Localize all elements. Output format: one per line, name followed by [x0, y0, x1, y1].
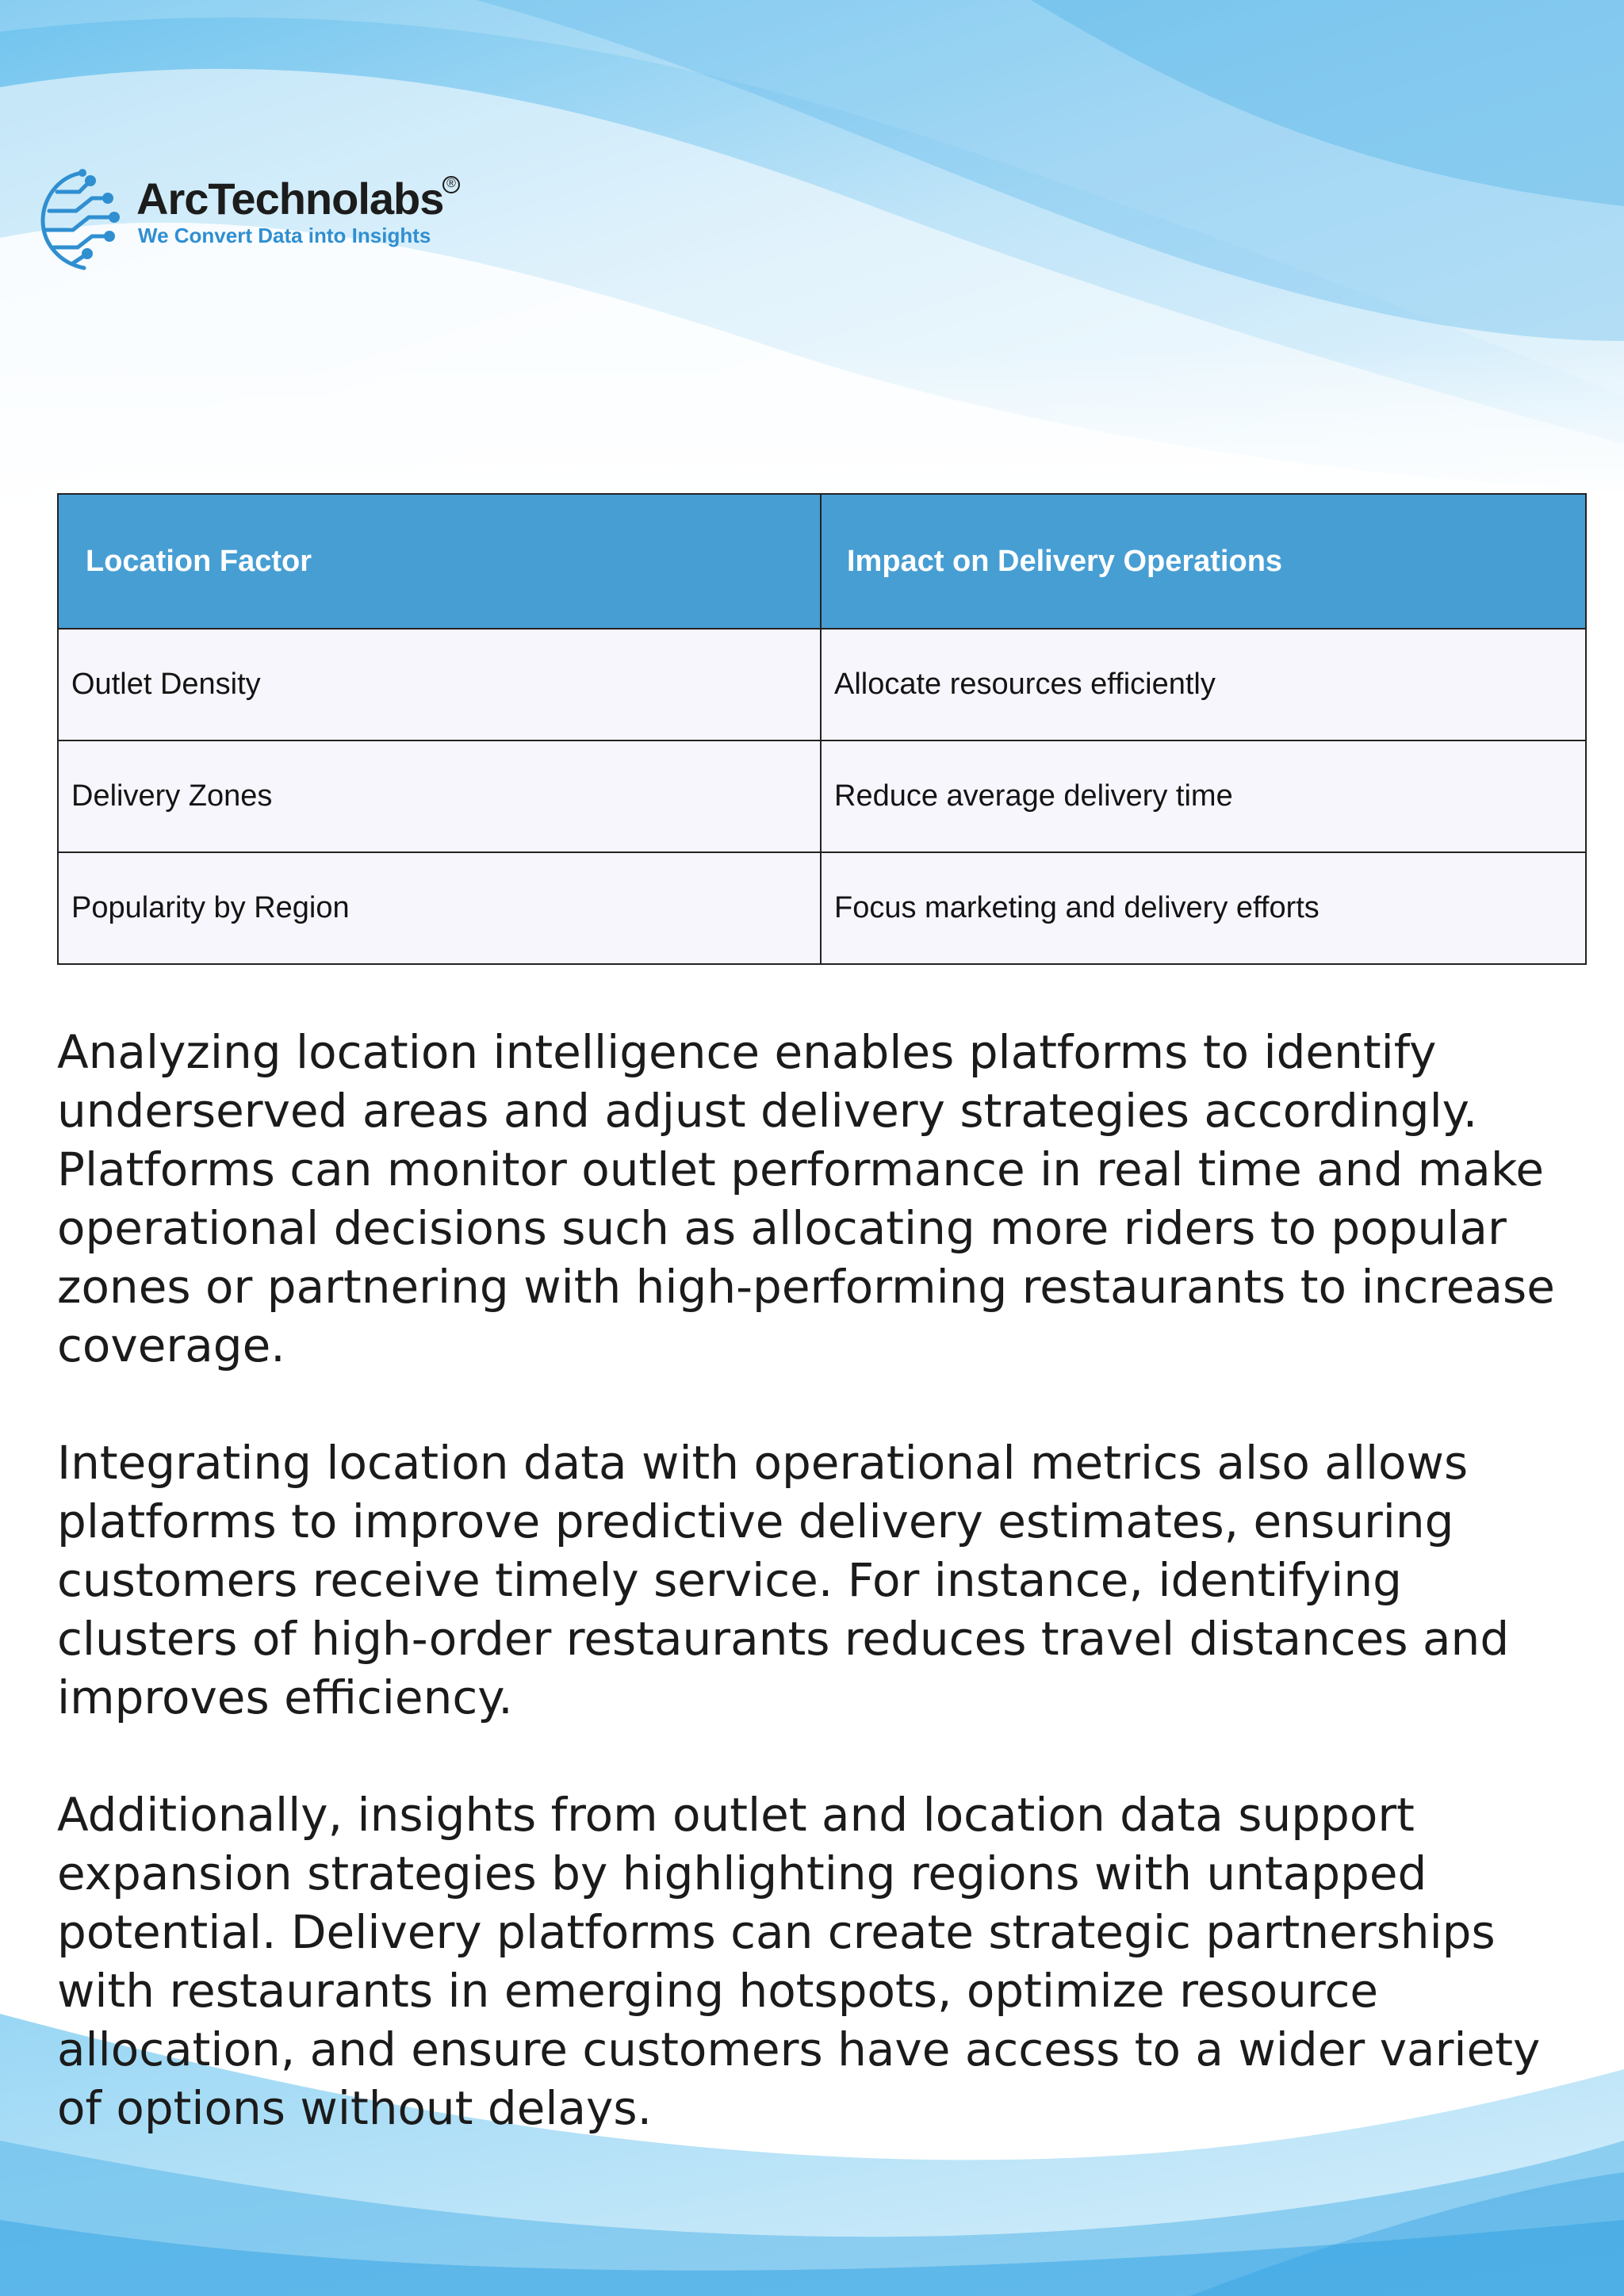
- brand-name: ArcTechnolabs: [136, 174, 444, 224]
- brand-tagline: We Convert Data into Insights: [138, 224, 431, 247]
- table-row: [58, 629, 1586, 740]
- brand-logo: [35, 159, 479, 277]
- location-factor-table: [57, 493, 1587, 965]
- table-row: [58, 852, 1586, 964]
- header-impact: Impact on Delivery Operations: [821, 494, 1586, 629]
- paragraph: Additionally, insights from outlet and location data support expansion strategies by highlighting regions with untapped potential. Delivery platforms can create strategic partnerships with restaurants in emerging hotspots, optimize resource allocation, and ensure customers have access to a wider variety of options without delays.: [57, 1788, 1541, 2135]
- table-cell: Delivery Zones: [58, 740, 821, 852]
- table-cell: Focus marketing and delivery efforts: [821, 852, 1586, 964]
- table-cell: Outlet Density: [58, 629, 821, 740]
- table-header-row: [58, 494, 1586, 629]
- body-text: [57, 1023, 1595, 2196]
- table-cell: Popularity by Region: [58, 852, 821, 964]
- paragraph: Integrating location data with operational metrics also allows platforms to improve predictive delivery estimates, ensuring customers receive timely service. For instance, identifying clusters of high-order restaurants reduces travel distances and improves efficiency.: [57, 1436, 1510, 1724]
- table-row: [58, 740, 1586, 852]
- circuit-globe-icon: [35, 159, 130, 277]
- header-location-factor: Location Factor: [58, 494, 821, 629]
- registered-mark: ®: [442, 176, 460, 193]
- paragraph: Analyzing location intelligence enables platforms to identify underserved areas and adjust delivery strategies accordingly. Platforms can monitor outlet performance in real time and make operational decisions such as allocating more riders to popular zones or partnering with high-performing restaurants to increase coverage.: [57, 1025, 1555, 1372]
- table-cell: Reduce average delivery time: [821, 740, 1586, 852]
- table-cell: Allocate resources efficiently: [821, 629, 1586, 740]
